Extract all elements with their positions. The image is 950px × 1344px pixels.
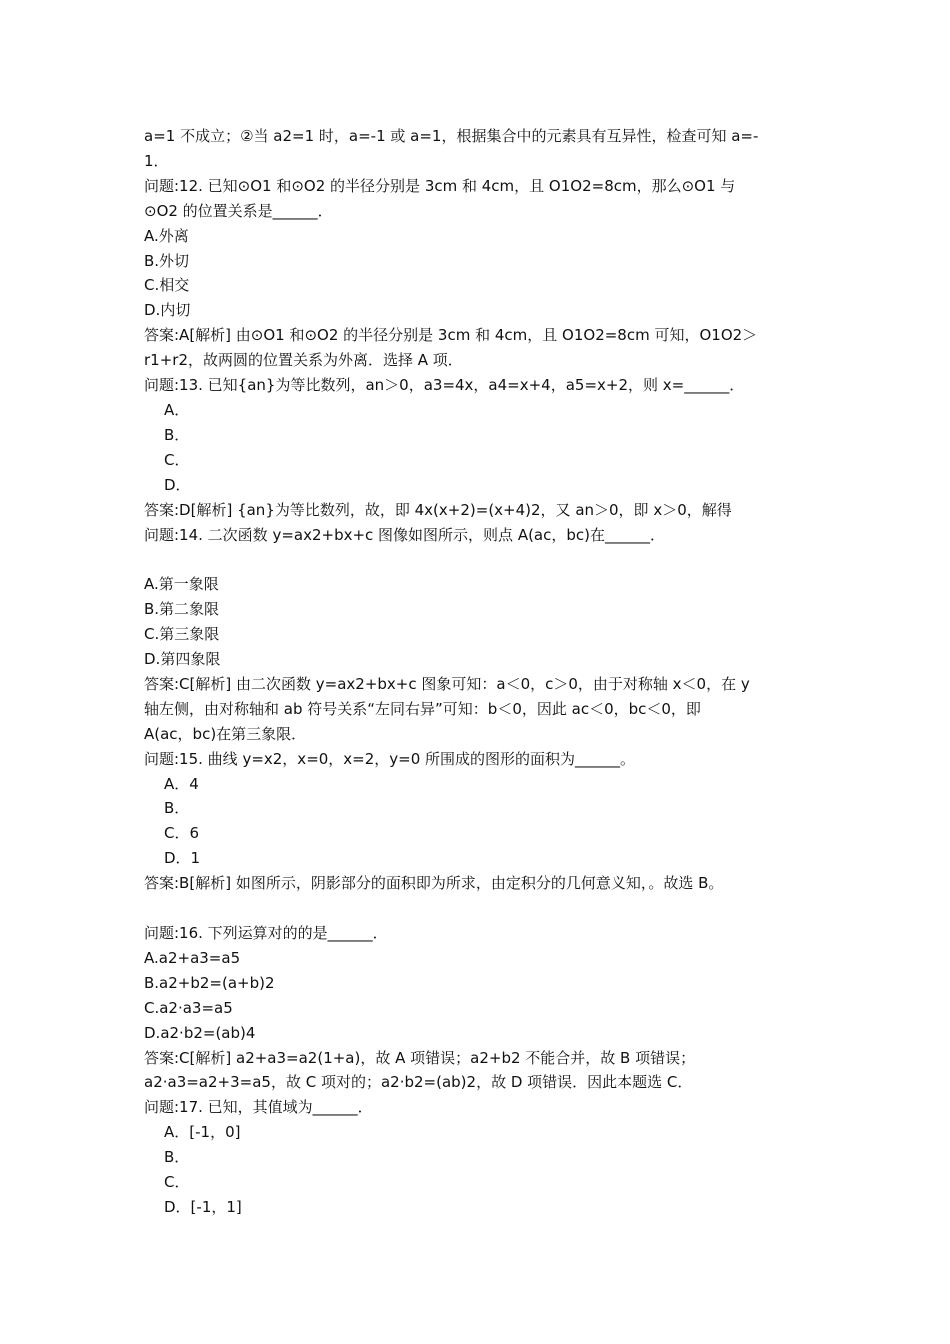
q17-option-d: D．[-1，1] xyxy=(164,1197,242,1216)
q12-option-b: B.外切 xyxy=(144,251,190,270)
q15-option-c: C．6 xyxy=(164,824,200,843)
q12-stem-line-1: 问题:12. 已知⊙O1 和⊙O2 的半径分别是 3cm 和 4cm，且 O1O2=8cm，那么⊙O1 与 xyxy=(144,176,736,195)
q12-option-a: A.外离 xyxy=(144,226,189,245)
q14-option-a: A.第一象限 xyxy=(144,575,219,594)
q14-option-d: D.第四象限 xyxy=(144,650,221,669)
q11-answer-line-2: 1． xyxy=(144,151,169,170)
q16-option-b: B.a2+b2=(a+b)2 xyxy=(144,973,275,992)
document-page xyxy=(144,124,810,1220)
q15-stem: 问题:15. 曲线 y=x2，x=0，x=2，y=0 所围成的图形的面积为______。 xyxy=(144,749,636,768)
q16-option-c: C.a2·a3=a5 xyxy=(144,998,233,1017)
q16-option-d: D.a2·b2=(ab)4 xyxy=(144,1023,256,1042)
q17-option-b: B． xyxy=(164,1148,190,1167)
q14-stem: 问题:14. 二次函数 y=ax2+bx+c 图像如图所示，则点 A(ac，bc)在______． xyxy=(144,525,665,544)
q15-option-a: A．4 xyxy=(164,774,199,793)
q16-stem: 问题:16. 下列运算对的的是______． xyxy=(144,923,388,942)
q13-option-d: D． xyxy=(164,475,191,494)
q13-option-b: B． xyxy=(164,425,190,444)
q14-figure-placeholder xyxy=(144,547,810,572)
q15-figure-placeholder xyxy=(144,896,810,921)
q17-option-a: A．[-1，0] xyxy=(164,1123,241,1142)
q16-option-a: A.a2+a3=a5 xyxy=(144,948,241,967)
q16-answer-line-2: a2·a3=a2+3=a5，故 C 项对的；a2·b2=(ab)2，故 D 项错误．因此本题选 C． xyxy=(144,1073,693,1092)
q15-answer: 答案:B[解析] 如图所示，阴影部分的面积即为所求，由定积分的几何意义知，。故选 B。 xyxy=(144,874,724,893)
q14-option-b: B.第二象限 xyxy=(144,600,220,619)
q12-answer-line-2: r1+r2，故两圆的位置关系为外离．选择 A 项． xyxy=(144,351,463,370)
q13-stem: 问题:13. 已知{an}为等比数列，an＞0，a3=4x，a4=x+4，a5=x+2，则 x=______． xyxy=(144,376,745,395)
q12-stem-line-2: ⊙O2 的位置关系是______． xyxy=(144,201,333,220)
q12-answer-line-1: 答案:A[解析] 由⊙O1 和⊙O2 的半径分别是 3cm 和 4cm，且 O1O2=8cm 可知，O1O2＞ xyxy=(144,326,758,345)
q12-option-c: C.相交 xyxy=(144,276,190,295)
q14-answer-line-1: 答案:C[解析] 由二次函数 y=ax2+bx+c 图象可知：a＜0，c＞0，由于对称轴 x＜0，在 y xyxy=(144,674,750,693)
q14-answer-line-2: 轴左侧，由对称轴和 ab 符号关系“左同右异”可知：b＜0，因此 ac＜0，bc＜0，即 xyxy=(144,699,701,718)
q14-answer-line-3: A(ac，bc)在第三象限． xyxy=(144,724,307,743)
q13-answer: 答案:D[解析] {an}为等比数列，故，即 4x(x+2)=(x+4)2，又 an＞0，即 x＞0，解得 xyxy=(144,500,732,519)
q17-option-c: C． xyxy=(164,1173,190,1192)
q15-option-b: B． xyxy=(164,799,190,818)
q15-option-d: D．1 xyxy=(164,849,201,868)
q11-answer-line-1: a=1 不成立；②当 a2=1 时，a=-1 或 a=1，根据集合中的元素具有互异性，检查可知 a=- xyxy=(144,127,759,145)
q17-stem: 问题:17. 已知，其值域为______． xyxy=(144,1098,373,1117)
q12-option-d: D.内切 xyxy=(144,301,191,320)
q13-option-a: A． xyxy=(164,400,190,419)
q13-option-c: C． xyxy=(164,450,190,469)
q16-answer-line-1: 答案:C[解析] a2+a3=a2(1+a)，故 A 项错误；a2+b2 不能合并，故 B 项错误； xyxy=(144,1048,696,1067)
q14-option-c: C.第三象限 xyxy=(144,625,220,644)
